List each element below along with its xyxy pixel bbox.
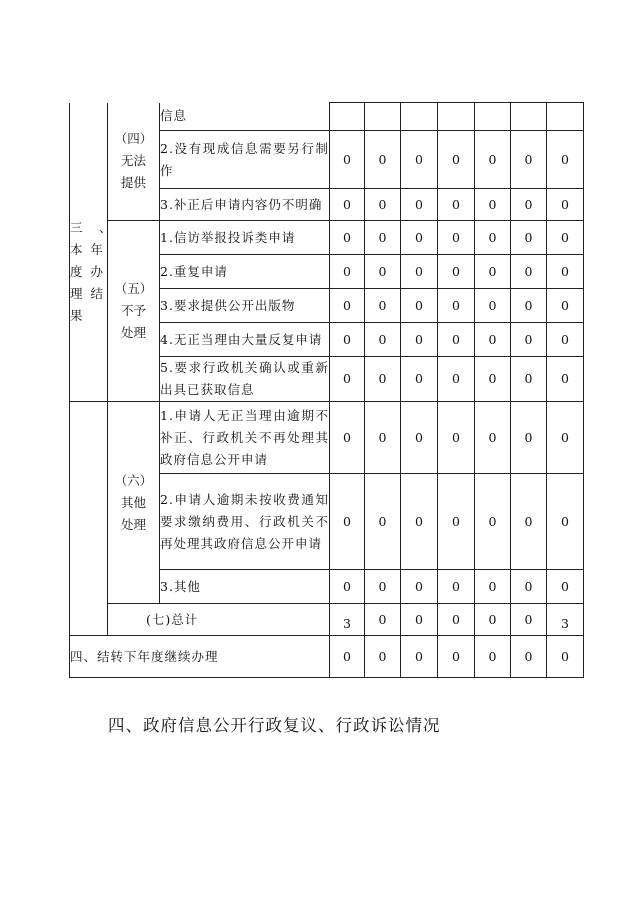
value-cell [401,103,438,131]
value-cell: 0 [330,131,365,189]
value-cell: 0 [547,357,584,402]
item-label: 2.没有现成信息需要另行制作 [160,131,330,189]
group5-category [108,221,160,402]
value-cell: 0 [438,289,475,323]
value-cell: 0 [547,636,584,678]
value-cell: 0 [330,289,365,323]
category-label-line: 处理 [120,325,146,340]
value-cell [438,103,475,131]
value-cell: 0 [438,323,475,357]
item-label: 信息 [160,103,330,131]
value-cell: 0 [365,255,401,289]
value-cell: 0 [401,357,438,402]
value-cell: 0 [547,402,584,474]
section-label-line: 果 [70,307,85,323]
value-cell: 0 [438,221,475,255]
value-cell: 0 [438,131,475,189]
value-cell: 0 [475,221,511,255]
value-cell: 0 [330,255,365,289]
category-label-line: 不予 [120,303,146,318]
statistics-table [69,102,584,678]
value-cell: 0 [401,402,438,474]
category-label-line: 其他 [120,494,146,510]
value-cell: 0 [547,289,584,323]
value-cell: 0 [401,221,438,255]
category-label-line: （五） [114,281,153,296]
value-cell [547,103,584,131]
value-cell: 0 [438,636,475,678]
total-value-cell: 0 [511,604,547,636]
value-cell: 0 [401,255,438,289]
value-cell: 0 [438,357,475,402]
value-cell [511,103,547,131]
value-cell [475,103,511,131]
value-cell: 0 [475,255,511,289]
group4-category [108,103,160,221]
value-cell: 0 [365,189,401,221]
value-cell: 0 [511,289,547,323]
value-cell: 0 [438,189,475,221]
value-cell: 0 [475,474,511,570]
total-value-cell: 3 [547,604,584,636]
item-label: 3.补正后申请内容仍不明确 [160,189,330,221]
value-cell: 0 [511,255,547,289]
category-label-line: 提供 [120,175,146,191]
category-label-line: （六） [114,472,153,488]
section-label-line: 三 、 [70,219,114,235]
value-cell: 0 [365,636,401,678]
section-three-label [70,103,114,402]
total-value-cell: 0 [438,604,475,636]
value-cell: 0 [475,189,511,221]
value-cell: 0 [365,131,401,189]
value-cell: 0 [401,323,438,357]
value-cell: 0 [330,570,365,604]
total-row [70,604,584,636]
value-cell: 0 [365,402,401,474]
value-cell: 0 [438,570,475,604]
item-label: 3.其他 [160,570,330,604]
value-cell: 0 [511,474,547,570]
value-cell: 0 [475,570,511,604]
value-cell: 0 [511,131,547,189]
value-cell: 0 [401,131,438,189]
carryover-label: 四、结转下年度继续办理 [70,636,330,678]
table-row [70,402,584,474]
item-label: 2.申请人逾期未按收费通知要求缴纳费用、行政机关不再处理其政府信息公开申请 [160,474,330,570]
value-cell: 0 [547,323,584,357]
category-label-line: （四） [114,131,153,147]
category-label-line: 处理 [120,516,146,532]
value-cell: 0 [475,131,511,189]
value-cell: 0 [511,323,547,357]
value-cell: 0 [438,255,475,289]
value-cell: 0 [365,474,401,570]
value-cell: 0 [511,636,547,678]
value-cell: 0 [401,189,438,221]
value-cell: 0 [401,289,438,323]
total-label: (七)总计 [108,604,330,636]
value-cell: 0 [511,221,547,255]
value-cell: 0 [547,131,584,189]
section-label-line: 本 年 [70,241,105,257]
item-label: 3.要求提供公开出版物 [160,289,330,323]
value-cell: 0 [547,570,584,604]
table-row [70,221,584,255]
value-cell: 0 [438,402,475,474]
value-cell: 0 [330,221,365,255]
value-cell: 0 [365,221,401,255]
value-cell: 0 [511,570,547,604]
item-label: 1.申请人无正当理由逾期不补正、行政机关不再处理其政府信息公开申请 [160,402,330,474]
value-cell: 0 [330,189,365,221]
section-heading: 四、政府信息公开行政复议、行政诉讼情况 [108,716,441,735]
section-label-line: 理 结 [70,285,105,301]
value-cell: 0 [547,255,584,289]
category-label-line: 无法 [120,153,146,169]
value-cell: 0 [438,474,475,570]
value-cell: 0 [547,189,584,221]
section-three-continued [70,402,108,636]
value-cell: 0 [401,570,438,604]
value-cell: 0 [365,570,401,604]
value-cell: 0 [475,357,511,402]
value-cell: 0 [475,323,511,357]
value-cell: 0 [547,221,584,255]
value-cell [365,103,401,131]
value-cell: 0 [365,357,401,402]
total-value-cell: 0 [365,604,401,636]
value-cell: 0 [511,402,547,474]
value-cell: 0 [475,289,511,323]
value-cell: 0 [475,402,511,474]
value-cell: 0 [330,402,365,474]
value-cell: 0 [330,323,365,357]
total-value-cell: 0 [401,604,438,636]
value-cell: 0 [401,474,438,570]
carryover-row [70,636,584,678]
value-cell: 0 [365,323,401,357]
section-label-line: 度 办 [70,263,105,279]
value-cell: 0 [330,636,365,678]
value-cell [330,103,365,131]
total-value-cell: 3 [330,604,365,636]
item-label: 1.信访举报投诉类申请 [160,221,330,255]
value-cell: 0 [330,474,365,570]
value-cell: 0 [511,357,547,402]
item-label: 2.重复申请 [160,255,330,289]
table-row [70,103,584,131]
value-cell: 0 [475,636,511,678]
item-label: 5.要求行政机关确认或重新出具已获取信息 [160,357,330,402]
value-cell: 0 [365,289,401,323]
total-value-cell: 0 [475,604,511,636]
value-cell: 0 [401,636,438,678]
value-cell: 0 [330,357,365,402]
item-label: 4.无正当理由大量反复申请 [160,323,330,357]
value-cell: 0 [547,474,584,570]
value-cell: 0 [511,189,547,221]
group6-category [108,402,160,604]
